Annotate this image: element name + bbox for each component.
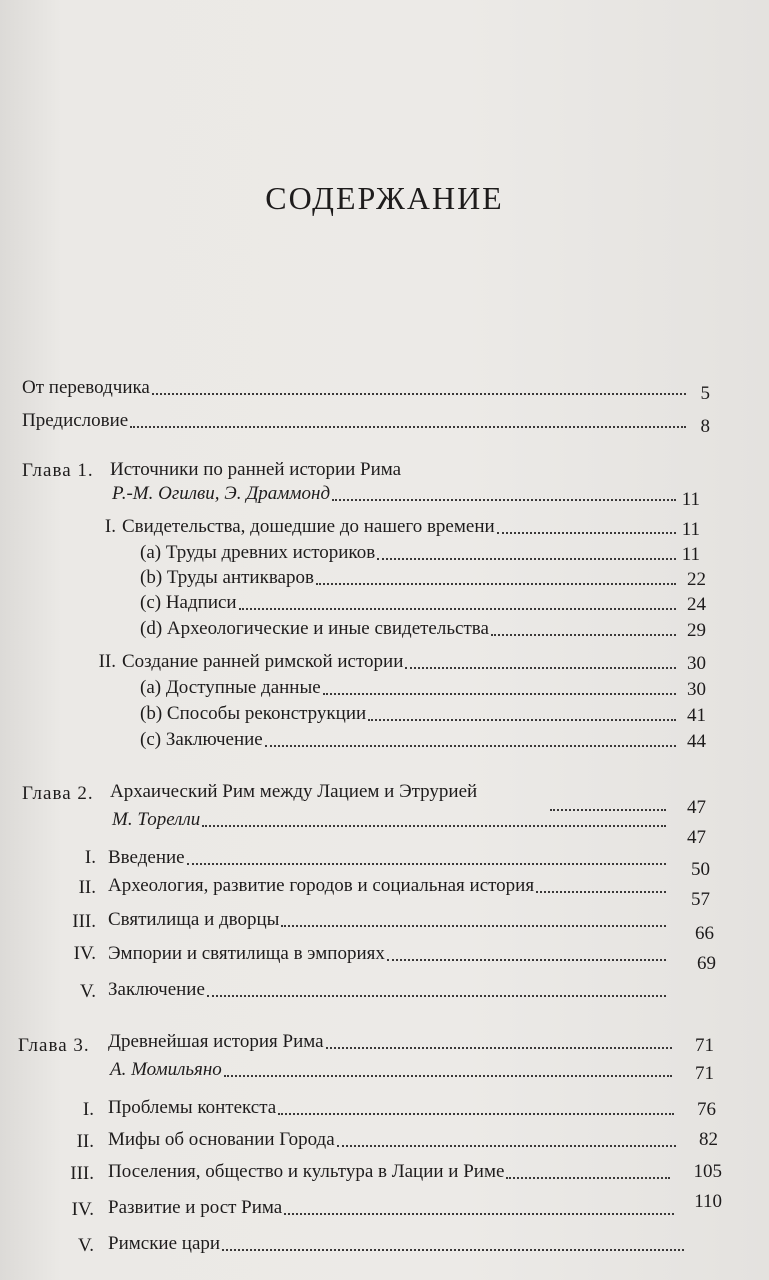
page-number: 47: [687, 827, 706, 848]
page-number: 50: [691, 859, 710, 880]
page-number: 30: [687, 653, 706, 674]
page-number: 105: [693, 1161, 722, 1182]
toc-entry: Предисловие: [22, 409, 690, 433]
toc-subentry: (a) Труды древних историков: [140, 541, 680, 565]
page-number: 44: [687, 731, 706, 752]
chapter-label: Глава 3.: [18, 1035, 90, 1056]
page-number: 76: [697, 1099, 716, 1120]
page-number: 82: [699, 1129, 718, 1150]
toc-entry: Археология, развитие городов и социальная история: [108, 874, 670, 898]
chapter-label: Глава 2.: [22, 783, 94, 804]
chapter-title: Источники по ранней истории Рима: [110, 459, 402, 480]
page-number: 47: [687, 797, 706, 818]
dot-leader: [405, 666, 676, 669]
page-title: СОДЕРЖАНИЕ: [265, 180, 504, 216]
section-numeral: V.: [77, 1235, 94, 1256]
page-number: 110: [694, 1191, 722, 1212]
toc-entry: Мифы об основании Города: [108, 1128, 680, 1152]
page-number: 5: [700, 383, 710, 404]
page-number: 66: [695, 923, 714, 944]
section-numeral: I.: [82, 1099, 94, 1120]
page-number: 71: [695, 1035, 714, 1056]
page-number: 24: [687, 594, 706, 615]
dot-leader: [506, 1176, 670, 1179]
toc-entry: Поселения, общество и культура в Лации и Риме: [108, 1160, 674, 1184]
dot-leader: [239, 607, 676, 610]
toc-entry: Эмпории и святилища в эмпориях: [108, 942, 670, 966]
dot-leader: [130, 425, 686, 428]
section-numeral: IV.: [73, 943, 96, 964]
toc-entry: Развитие и рост Рима: [108, 1196, 678, 1220]
toc-entry: Заключение: [108, 978, 670, 1002]
dot-leader: [377, 557, 676, 560]
section-numeral: IV.: [71, 1199, 94, 1220]
toc-entry: Римские цари: [108, 1232, 688, 1256]
dot-leader: [187, 862, 666, 865]
toc-subentry: (c) Заключение: [140, 728, 680, 752]
page-number: 11: [681, 489, 700, 510]
toc-entry: От переводчика: [22, 376, 690, 400]
page-number: 71: [695, 1063, 714, 1084]
toc-subentry: (d) Археологические и иные свидетельства: [140, 617, 680, 641]
dot-leader: [387, 958, 666, 961]
dot-leader: [224, 1074, 672, 1077]
dot-leader: [536, 890, 666, 893]
toc-entry: Святилища и дворцы: [108, 908, 670, 932]
toc-entry: Проблемы контекста: [108, 1096, 678, 1120]
page-number: 22: [687, 569, 706, 590]
section-numeral: III.: [72, 911, 96, 932]
chapter-authors: А. Момильяно: [110, 1058, 676, 1082]
dot-leader: [152, 392, 686, 395]
chapter-authors: М. Торелли: [112, 808, 670, 832]
section-numeral: II.: [78, 877, 96, 898]
page-number: 57: [691, 889, 710, 910]
toc-subentry: (b) Труды антикваров: [140, 566, 680, 590]
page-number: 29: [687, 620, 706, 641]
dot-leader: [326, 1046, 672, 1049]
chapter-authors: Р.-М. Огилви, Э. Драммонд: [112, 482, 680, 506]
chapter-title: Архаический Рим между Лацием и Этрурией: [110, 781, 478, 802]
dot-leader: [337, 1144, 676, 1147]
dot-leader: [323, 692, 676, 695]
dot-leader: [368, 718, 676, 721]
dot-leader: [265, 744, 676, 747]
dot-leader: [207, 994, 666, 997]
dot-leader: [491, 633, 676, 636]
page-number: 69: [697, 953, 716, 974]
toc-subentry: (a) Доступные данные: [140, 676, 680, 700]
page-number: 30: [687, 679, 706, 700]
dot-leader: [222, 1248, 684, 1251]
section-numeral: I.: [104, 516, 116, 537]
section-numeral: II.: [98, 651, 116, 672]
dot-leader: [332, 498, 676, 501]
page-number: 41: [687, 705, 706, 726]
section-numeral: I.: [84, 847, 96, 868]
page-number: 11: [681, 519, 700, 540]
page-number: 11: [681, 544, 700, 565]
section-numeral: V.: [79, 981, 96, 1002]
dot-leader: [316, 582, 676, 585]
section-numeral: III.: [70, 1163, 94, 1184]
toc-entry: Введение: [108, 846, 670, 870]
chapter-label: Глава 1.: [22, 460, 94, 481]
dot-leader: [284, 1212, 674, 1215]
chapter-title: Древнейшая история Рима: [108, 1030, 676, 1054]
toc-subentry: (c) Надписи: [140, 591, 680, 615]
dot-leader: [202, 824, 666, 827]
page-number: 8: [700, 416, 710, 437]
toc-subentry: (b) Способы реконструкции: [140, 702, 680, 726]
toc-entry: Создание ранней римской истории: [122, 650, 680, 674]
toc-entry: Свидетельства, дошедшие до нашего времени: [122, 515, 680, 539]
dot-leader: [281, 924, 666, 927]
section-numeral: II.: [76, 1131, 94, 1152]
dot-leader: [278, 1112, 674, 1115]
